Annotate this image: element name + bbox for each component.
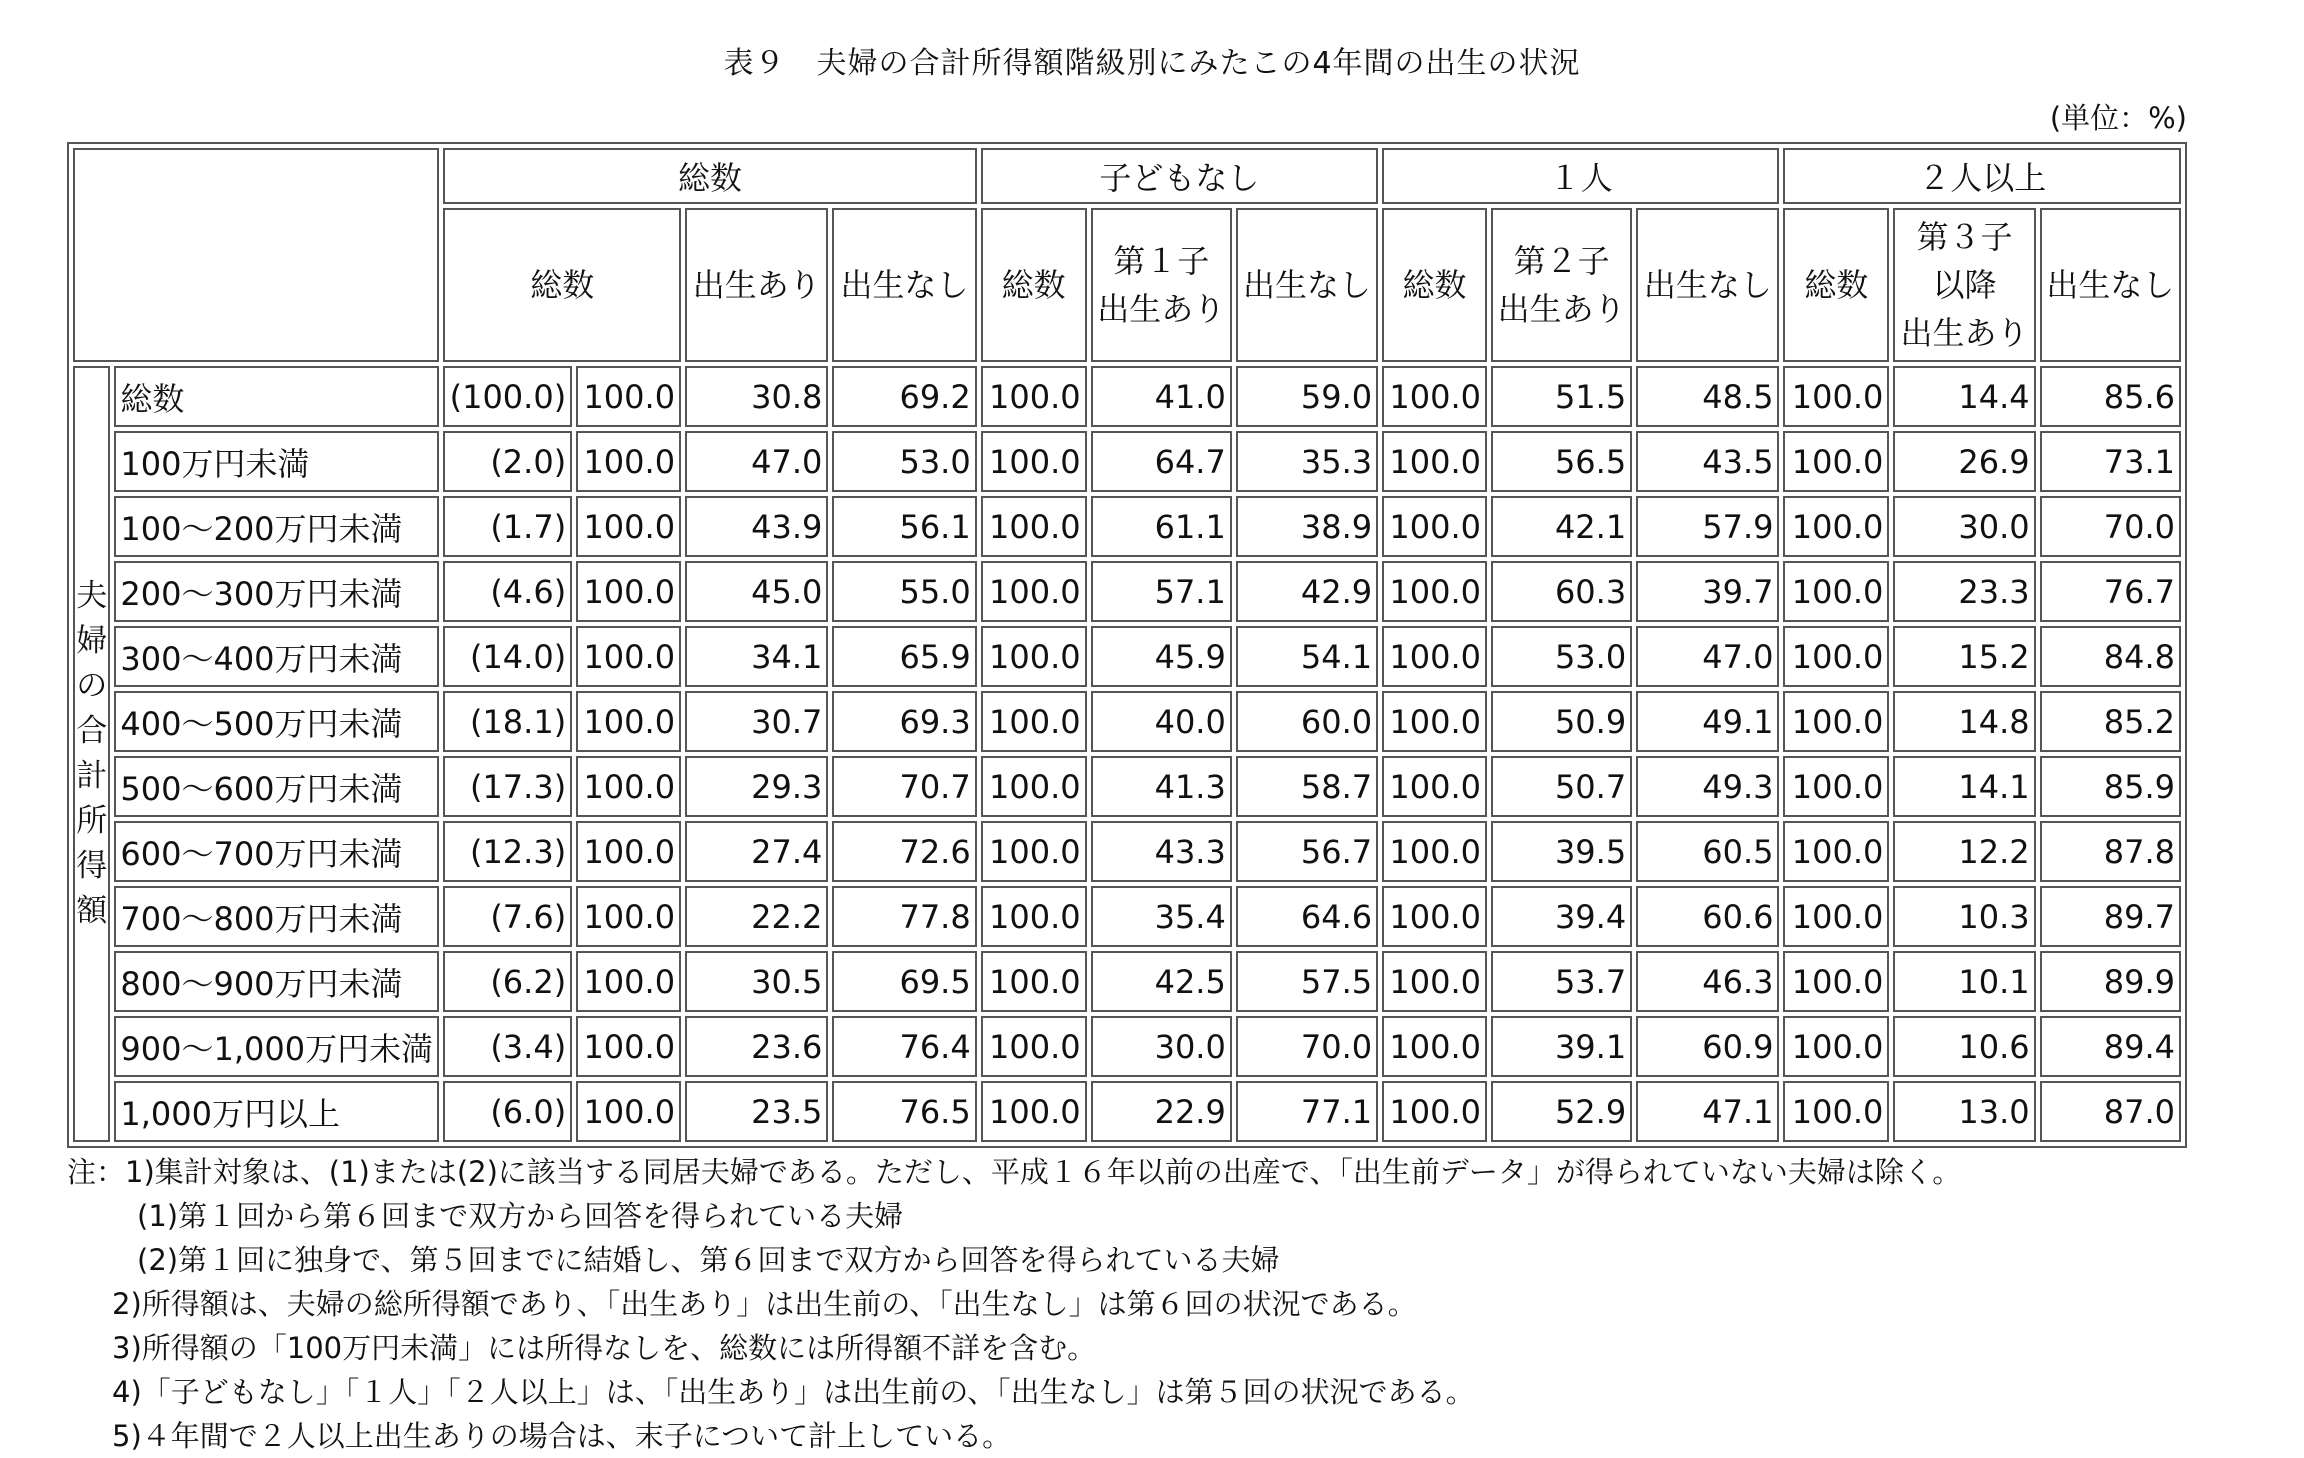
side-label-char: 合 xyxy=(76,713,108,750)
table-cell: 22.2 xyxy=(685,886,828,947)
table-cell: 39.4 xyxy=(1491,886,1632,947)
table-cell: 100.0 xyxy=(1783,496,1889,557)
row-label: 100～200万円未満 xyxy=(114,496,439,557)
table-cell: 43.3 xyxy=(1091,821,1232,882)
subheader-c0-yes-line2: 出生あり xyxy=(1097,290,1226,328)
side-label-char: 額 xyxy=(76,892,108,929)
table-cell: 23.3 xyxy=(1893,561,2035,622)
row-label: 総数 xyxy=(114,366,439,427)
table-cell: 100.0 xyxy=(981,951,1087,1012)
table-cell: 13.0 xyxy=(1893,1081,2035,1142)
table-cell: 34.1 xyxy=(685,626,828,687)
table-cell: 100.0 xyxy=(1382,756,1487,817)
table-cell: 100.0 xyxy=(1382,691,1487,752)
table-cell: 59.0 xyxy=(1236,366,1378,427)
table-cell: 65.9 xyxy=(832,626,976,687)
row-label: 700～800万円未満 xyxy=(114,886,439,947)
table-cell: 38.9 xyxy=(1236,496,1378,557)
table-cell: 60.9 xyxy=(1636,1016,1779,1077)
table-cell: 56.1 xyxy=(832,496,976,557)
table-cell: 57.5 xyxy=(1236,951,1378,1012)
table-cell: 100.0 xyxy=(576,886,681,947)
table-cell: 30.7 xyxy=(685,691,828,752)
table-cell: 70.0 xyxy=(1236,1016,1378,1077)
table-cell: 70.7 xyxy=(832,756,976,817)
subheader-c1-yes xyxy=(1491,208,1632,362)
table-cell: 57.9 xyxy=(1636,496,1779,557)
table-cell: 85.6 xyxy=(2040,366,2181,427)
table-row xyxy=(73,366,2181,427)
side-label-char: 夫 xyxy=(76,578,108,615)
table-cell: (4.6) xyxy=(443,561,572,622)
table-cell: 100.0 xyxy=(576,1016,681,1077)
table-cell: 89.4 xyxy=(2040,1016,2181,1077)
table-cell: (1.7) xyxy=(443,496,572,557)
row-label: 600～700万円未満 xyxy=(114,821,439,882)
row-label: 400～500万円未満 xyxy=(114,691,439,752)
side-label-char: 所 xyxy=(76,802,108,839)
table-cell: 15.2 xyxy=(1893,626,2035,687)
table-cell: 100.0 xyxy=(576,431,681,492)
table-cell: 100.0 xyxy=(1382,1081,1487,1142)
subheader-c0-total: 総数 xyxy=(981,208,1087,362)
table-cell: (6.0) xyxy=(443,1081,572,1142)
table-cell: 100.0 xyxy=(981,626,1087,687)
side-label-char: 婦 xyxy=(76,623,108,660)
subheader-c2-no: 出生なし xyxy=(2040,208,2181,362)
table-cell: 100.0 xyxy=(1783,1081,1889,1142)
table-cell: 10.3 xyxy=(1893,886,2035,947)
table-cell: 26.9 xyxy=(1893,431,2035,492)
table-row xyxy=(73,821,2181,882)
row-label: 1,000万円以上 xyxy=(114,1081,439,1142)
table-cell: 100.0 xyxy=(981,1081,1087,1142)
table-cell: 23.5 xyxy=(685,1081,828,1142)
group-header-one-child: １人 xyxy=(1382,148,1779,204)
note-1-sub-1: (1)第１回から第６回まで双方から回答を得られている夫婦 xyxy=(137,1199,904,1233)
subheader-c2-yes-line2: 以降 xyxy=(1932,266,1997,304)
table-cell: 45.0 xyxy=(685,561,828,622)
table-cell: (14.0) xyxy=(443,626,572,687)
table-cell: 89.7 xyxy=(2040,886,2181,947)
table-cell: 84.8 xyxy=(2040,626,2181,687)
table-cell: 100.0 xyxy=(576,496,681,557)
table-cell: 70.0 xyxy=(2040,496,2181,557)
table-cell: 100.0 xyxy=(981,561,1087,622)
table-cell: 47.1 xyxy=(1636,1081,1779,1142)
subheader-total-no: 出生なし xyxy=(832,208,976,362)
table-cell: 10.1 xyxy=(1893,951,2035,1012)
table-cell: 60.6 xyxy=(1636,886,1779,947)
table-cell: (100.0) xyxy=(443,366,572,427)
table-cell: (3.4) xyxy=(443,1016,572,1077)
side-label-char: 計 xyxy=(76,758,108,794)
table-cell: 100.0 xyxy=(1783,821,1889,882)
table-cell: 100.0 xyxy=(1382,431,1487,492)
table-cell: 100.0 xyxy=(1382,886,1487,947)
table-cell: 100.0 xyxy=(576,561,681,622)
table-cell: (6.2) xyxy=(443,951,572,1012)
side-label-char: 得 xyxy=(76,847,108,884)
table-cell: 35.3 xyxy=(1236,431,1378,492)
table-cell: 46.3 xyxy=(1636,951,1779,1012)
table-cell: 29.3 xyxy=(685,756,828,817)
table-cell: (2.0) xyxy=(443,431,572,492)
table-cell: 39.5 xyxy=(1491,821,1632,882)
table-cell: 100.0 xyxy=(1382,951,1487,1012)
table-cell: 100.0 xyxy=(576,756,681,817)
income-birth-table xyxy=(67,142,2187,1148)
subheader-c2-yes-line3: 出生あり xyxy=(1900,314,2029,352)
side-label-income xyxy=(73,366,110,1142)
table-cell: 41.3 xyxy=(1091,756,1232,817)
table-cell: (18.1) xyxy=(443,691,572,752)
table-title: 表９ 夫婦の合計所得額階級別にみたこの4年間の出生の状況 xyxy=(723,46,1581,81)
table-cell: 100.0 xyxy=(1382,626,1487,687)
table-cell: 100.0 xyxy=(1783,366,1889,427)
table-cell: 64.7 xyxy=(1091,431,1232,492)
table-cell: 40.0 xyxy=(1091,691,1232,752)
table-cell: 58.7 xyxy=(1236,756,1378,817)
table-cell: 10.6 xyxy=(1893,1016,2035,1077)
subheader-c1-total: 総数 xyxy=(1382,208,1487,362)
table-cell: 42.9 xyxy=(1236,561,1378,622)
table-cell: (12.3) xyxy=(443,821,572,882)
note-1-sub-2: (2)第１回に独身で、第５回までに結婚し、第６回まで双方から回答を得られている夫婦 xyxy=(137,1243,1280,1277)
table-row xyxy=(73,561,2181,622)
row-label: 100万円未満 xyxy=(114,431,439,492)
table-cell: 30.5 xyxy=(685,951,828,1012)
table-cell: 100.0 xyxy=(1783,431,1889,492)
table-cell: 73.1 xyxy=(2040,431,2181,492)
table-cell: 60.5 xyxy=(1636,821,1779,882)
header-corner xyxy=(73,148,439,362)
table-cell: 39.7 xyxy=(1636,561,1779,622)
table-cell: 43.9 xyxy=(685,496,828,557)
note-3: 3)所得額の「100万円未満」には所得なしを、総数には所得額不詳を含む。 xyxy=(112,1331,1097,1365)
notes xyxy=(67,1150,2267,1458)
note-1: 注：1)集計対象は、(1)または(2)に該当する同居夫婦である。ただし、平成１６年以前の出産で、「出生前データ」が得られていない夫婦は除く。 xyxy=(67,1155,1962,1189)
table-cell: 77.8 xyxy=(832,886,976,947)
table-row xyxy=(73,1016,2181,1077)
subheader-c1-yes-line1: 第２子 xyxy=(1513,242,1610,280)
subheader-total-total: 総数 xyxy=(443,208,681,362)
table-cell: 100.0 xyxy=(1382,561,1487,622)
table-cell: 60.0 xyxy=(1236,691,1378,752)
table-cell: 100.0 xyxy=(1783,561,1889,622)
table-cell: 14.4 xyxy=(1893,366,2035,427)
table-cell: (7.6) xyxy=(443,886,572,947)
group-header-two-plus: ２人以上 xyxy=(1783,148,2181,204)
table-cell: 42.5 xyxy=(1091,951,1232,1012)
table-cell: 89.9 xyxy=(2040,951,2181,1012)
table-cell: 56.7 xyxy=(1236,821,1378,882)
table-cell: 100.0 xyxy=(981,496,1087,557)
table-cell: 76.7 xyxy=(2040,561,2181,622)
group-header-no-child: 子どもなし xyxy=(981,148,1378,204)
table-cell: 100.0 xyxy=(1382,1016,1487,1077)
table-cell: 100.0 xyxy=(1783,626,1889,687)
table-cell: 53.0 xyxy=(1491,626,1632,687)
table-cell: 100.0 xyxy=(576,951,681,1012)
table-cell: 100.0 xyxy=(981,821,1087,882)
table-cell: 100.0 xyxy=(576,366,681,427)
table-cell: 69.3 xyxy=(832,691,976,752)
unit-label: (単位：%) xyxy=(2049,101,2187,135)
table-row xyxy=(73,431,2181,492)
table-cell: 87.0 xyxy=(2040,1081,2181,1142)
table-cell: 100.0 xyxy=(981,366,1087,427)
table-cell: 100.0 xyxy=(981,886,1087,947)
table-cell: 30.8 xyxy=(685,366,828,427)
group-header-total: 総数 xyxy=(443,148,976,204)
table-cell: 43.5 xyxy=(1636,431,1779,492)
table-cell: 60.3 xyxy=(1491,561,1632,622)
table-cell: 30.0 xyxy=(1893,496,2035,557)
row-label: 500～600万円未満 xyxy=(114,756,439,817)
row-label: 900～1,000万円未満 xyxy=(114,1016,439,1077)
table-cell: 100.0 xyxy=(1382,366,1487,427)
table-cell: 85.2 xyxy=(2040,691,2181,752)
table-row xyxy=(73,756,2181,817)
table-cell: 100.0 xyxy=(981,1016,1087,1077)
table-cell: 35.4 xyxy=(1091,886,1232,947)
subheader-c1-yes-line2: 出生あり xyxy=(1497,290,1626,328)
table-cell: 12.2 xyxy=(1893,821,2035,882)
table-cell: 41.0 xyxy=(1091,366,1232,427)
table-cell: 100.0 xyxy=(576,1081,681,1142)
table-cell: 39.1 xyxy=(1491,1016,1632,1077)
table-cell: 100.0 xyxy=(1783,691,1889,752)
subheader-c0-yes xyxy=(1091,208,1232,362)
table-cell: 45.9 xyxy=(1091,626,1232,687)
subheader-c2-total: 総数 xyxy=(1783,208,1889,362)
table-cell: 61.1 xyxy=(1091,496,1232,557)
table-cell: 49.3 xyxy=(1636,756,1779,817)
table-cell: 14.1 xyxy=(1893,756,2035,817)
table-cell: 27.4 xyxy=(685,821,828,882)
table-cell: 77.1 xyxy=(1236,1081,1378,1142)
table-cell: 100.0 xyxy=(1783,1016,1889,1077)
row-label: 800～900万円未満 xyxy=(114,951,439,1012)
table-cell: 100.0 xyxy=(1783,951,1889,1012)
table-cell: 53.0 xyxy=(832,431,976,492)
table-cell: 57.1 xyxy=(1091,561,1232,622)
table-cell: (17.3) xyxy=(443,756,572,817)
table-cell: 100.0 xyxy=(981,691,1087,752)
table-cell: 52.9 xyxy=(1491,1081,1632,1142)
table-cell: 69.5 xyxy=(832,951,976,1012)
table-cell: 85.9 xyxy=(2040,756,2181,817)
subheader-c0-yes-line1: 第１子 xyxy=(1113,242,1210,280)
table-cell: 53.7 xyxy=(1491,951,1632,1012)
table-cell: 48.5 xyxy=(1636,366,1779,427)
table-cell: 100.0 xyxy=(1382,821,1487,882)
table-cell: 100.0 xyxy=(1382,496,1487,557)
note-2: 2)所得額は、夫婦の総所得額であり、「出生あり」は出生前の、「出生なし」は第６回の状況である。 xyxy=(112,1287,1417,1321)
note-5: 5)４年間で２人以上出生ありの場合は、末子について計上している。 xyxy=(112,1419,1012,1453)
subheader-c2-yes-line1: 第３子 xyxy=(1916,218,2013,256)
table-cell: 14.8 xyxy=(1893,691,2035,752)
table-cell: 22.9 xyxy=(1091,1081,1232,1142)
table-row xyxy=(73,691,2181,752)
table-cell: 23.6 xyxy=(685,1016,828,1077)
table-row xyxy=(73,626,2181,687)
table-cell: 100.0 xyxy=(1783,886,1889,947)
table-cell: 100.0 xyxy=(1783,756,1889,817)
subheader-total-yes: 出生あり xyxy=(685,208,828,362)
table-cell: 54.1 xyxy=(1236,626,1378,687)
table-cell: 49.1 xyxy=(1636,691,1779,752)
table-cell: 64.6 xyxy=(1236,886,1378,947)
subheader-c2-yes xyxy=(1893,208,2035,362)
table-cell: 100.0 xyxy=(981,431,1087,492)
table-row xyxy=(73,886,2181,947)
table-cell: 56.5 xyxy=(1491,431,1632,492)
table-cell: 76.4 xyxy=(832,1016,976,1077)
subheader-c1-no: 出生なし xyxy=(1636,208,1779,362)
table-cell: 47.0 xyxy=(1636,626,1779,687)
note-4: 4)「子どもなし」「１人」「２人以上」は、「出生あり」は出生前の、「出生なし」は第５回の状況である。 xyxy=(112,1375,1475,1409)
table-cell: 69.2 xyxy=(832,366,976,427)
table-row xyxy=(73,1081,2181,1142)
table-cell: 87.8 xyxy=(2040,821,2181,882)
table-row xyxy=(73,951,2181,1012)
side-label-char: の xyxy=(76,668,108,705)
table-cell: 100.0 xyxy=(576,691,681,752)
table-cell: 55.0 xyxy=(832,561,976,622)
table-cell: 42.1 xyxy=(1491,496,1632,557)
table-cell: 100.0 xyxy=(981,756,1087,817)
table-cell: 76.5 xyxy=(832,1081,976,1142)
table-cell: 100.0 xyxy=(576,821,681,882)
table-cell: 100.0 xyxy=(576,626,681,687)
subheader-c0-no: 出生なし xyxy=(1236,208,1378,362)
table-cell: 30.0 xyxy=(1091,1016,1232,1077)
table-cell: 50.7 xyxy=(1491,756,1632,817)
table-cell: 51.5 xyxy=(1491,366,1632,427)
row-label: 200～300万円未満 xyxy=(114,561,439,622)
table-cell: 50.9 xyxy=(1491,691,1632,752)
table-cell: 47.0 xyxy=(685,431,828,492)
table-cell: 72.6 xyxy=(832,821,976,882)
row-label: 300～400万円未満 xyxy=(114,626,439,687)
table-row xyxy=(73,496,2181,557)
